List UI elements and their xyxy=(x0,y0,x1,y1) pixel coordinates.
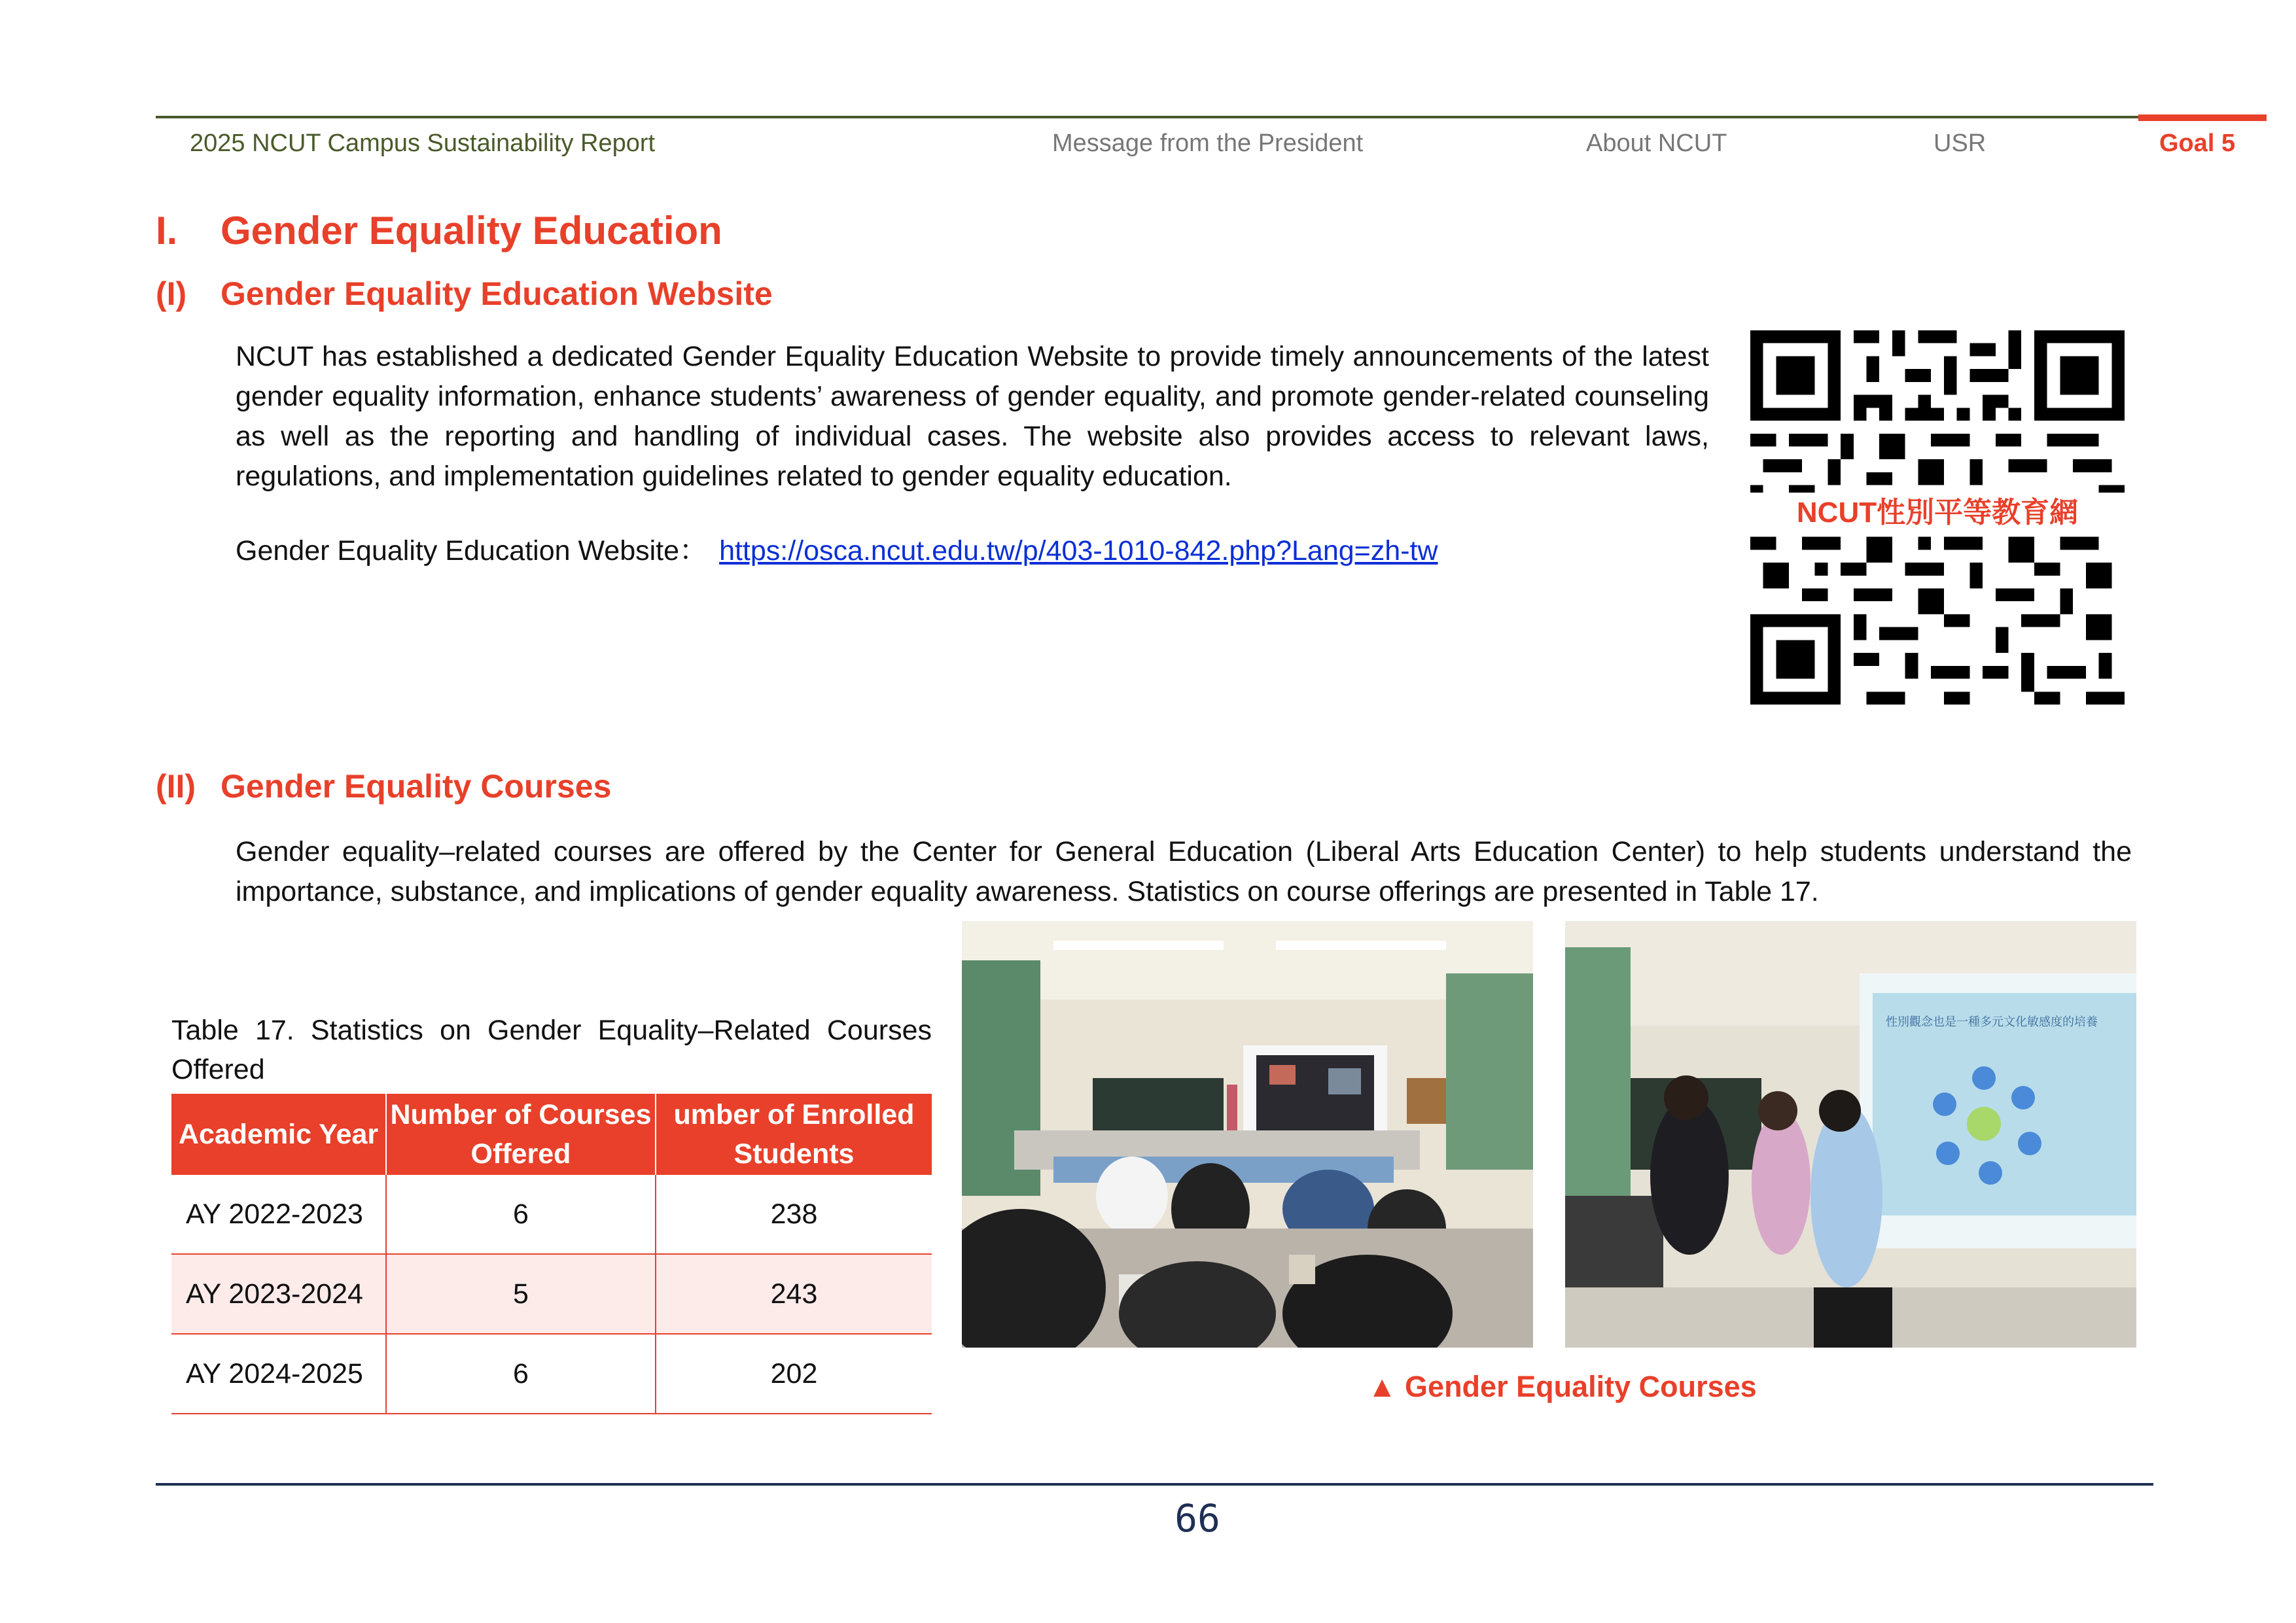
nav-goal-5[interactable]: Goal 5 xyxy=(2159,130,2236,157)
column-header: Number of Courses Offered xyxy=(386,1094,656,1175)
column-header: umber of Enrolled Students xyxy=(656,1094,932,1175)
qr-code[interactable] xyxy=(1750,330,2125,705)
photo-caption: ▲ Gender Equality Courses xyxy=(1368,1370,1757,1403)
website-link[interactable]: https://osca.ncut.edu.tw/p/403-1010-842.php?Lang=zh-tw xyxy=(719,535,1438,567)
website-label: Gender Equality Education Website： xyxy=(236,535,708,567)
slide-text: 性別觀念也是一種多元文化敏感度的培養 xyxy=(1886,1015,2098,1028)
table-cell: AY 2024-2025 xyxy=(171,1334,386,1414)
table-row xyxy=(171,1254,932,1334)
section-number: I. xyxy=(156,209,178,253)
classroom-lecture-image xyxy=(962,921,1533,1348)
subsection-title: Gender Equality Courses xyxy=(221,768,612,805)
column-header: Academic Year xyxy=(171,1094,386,1175)
website-paragraph: NCUT has established a dedicated Gender Equality Education Website to provide timely announcements of the latest gender equality information, enhance students’ awareness of gender equality, and promote gender-related counseling as well as the reporting and handling of individual cases. The website also provides access to relevant laws, regulations, and implementation guidelines related to gender equality education. xyxy=(236,341,1709,492)
goal-tab-indicator xyxy=(2138,114,2267,121)
classroom-lecture-photo xyxy=(962,921,1533,1348)
table-cell: 5 xyxy=(386,1254,656,1334)
class-presentation-photo xyxy=(1565,921,2136,1348)
table-cell: 202 xyxy=(656,1334,932,1414)
courses-table xyxy=(171,1094,932,1414)
table-cell: 238 xyxy=(656,1175,932,1254)
website-line xyxy=(236,529,1438,568)
nav-message-from-president[interactable]: Message from the President xyxy=(1052,130,1364,157)
table-cell: AY 2023-2024 xyxy=(171,1254,386,1334)
subsection-number: (II) xyxy=(156,768,196,805)
qr-code-label: NCUT性別平等教育網 xyxy=(1750,493,2125,533)
table-row xyxy=(171,1334,932,1414)
page-number: 66 xyxy=(1174,1496,1220,1541)
nav-about-ncut[interactable]: About NCUT xyxy=(1586,130,1727,157)
subsection-title: Gender Equality Education Website xyxy=(221,275,773,312)
class-presentation-image xyxy=(1565,921,2136,1348)
table-cell: 243 xyxy=(656,1254,932,1334)
header-rule xyxy=(156,116,2138,118)
table-cell: AY 2022-2023 xyxy=(171,1175,386,1254)
footer-rule xyxy=(156,1483,2153,1486)
table-caption: Table 17. Statistics on Gender Equality–Related Courses Offered xyxy=(171,1015,932,1085)
section-title: Gender Equality Education xyxy=(221,209,722,253)
nav-usr[interactable]: USR xyxy=(1934,130,1987,157)
table-cell: 6 xyxy=(386,1175,656,1254)
table-cell: 6 xyxy=(386,1334,656,1414)
table-header-row xyxy=(171,1094,932,1175)
courses-paragraph: Gender equality–related courses are offered by the Center for General Education (Liberal Arts Education Center) to help students understand the importance, substance, and implications of gender equality awareness. Statistics on course offerings are presented in Table 17. xyxy=(236,836,2132,907)
table-row xyxy=(171,1175,932,1254)
subsection-number: (I) xyxy=(156,275,187,312)
report-title: 2025 NCUT Campus Sustainability Report xyxy=(190,130,656,157)
